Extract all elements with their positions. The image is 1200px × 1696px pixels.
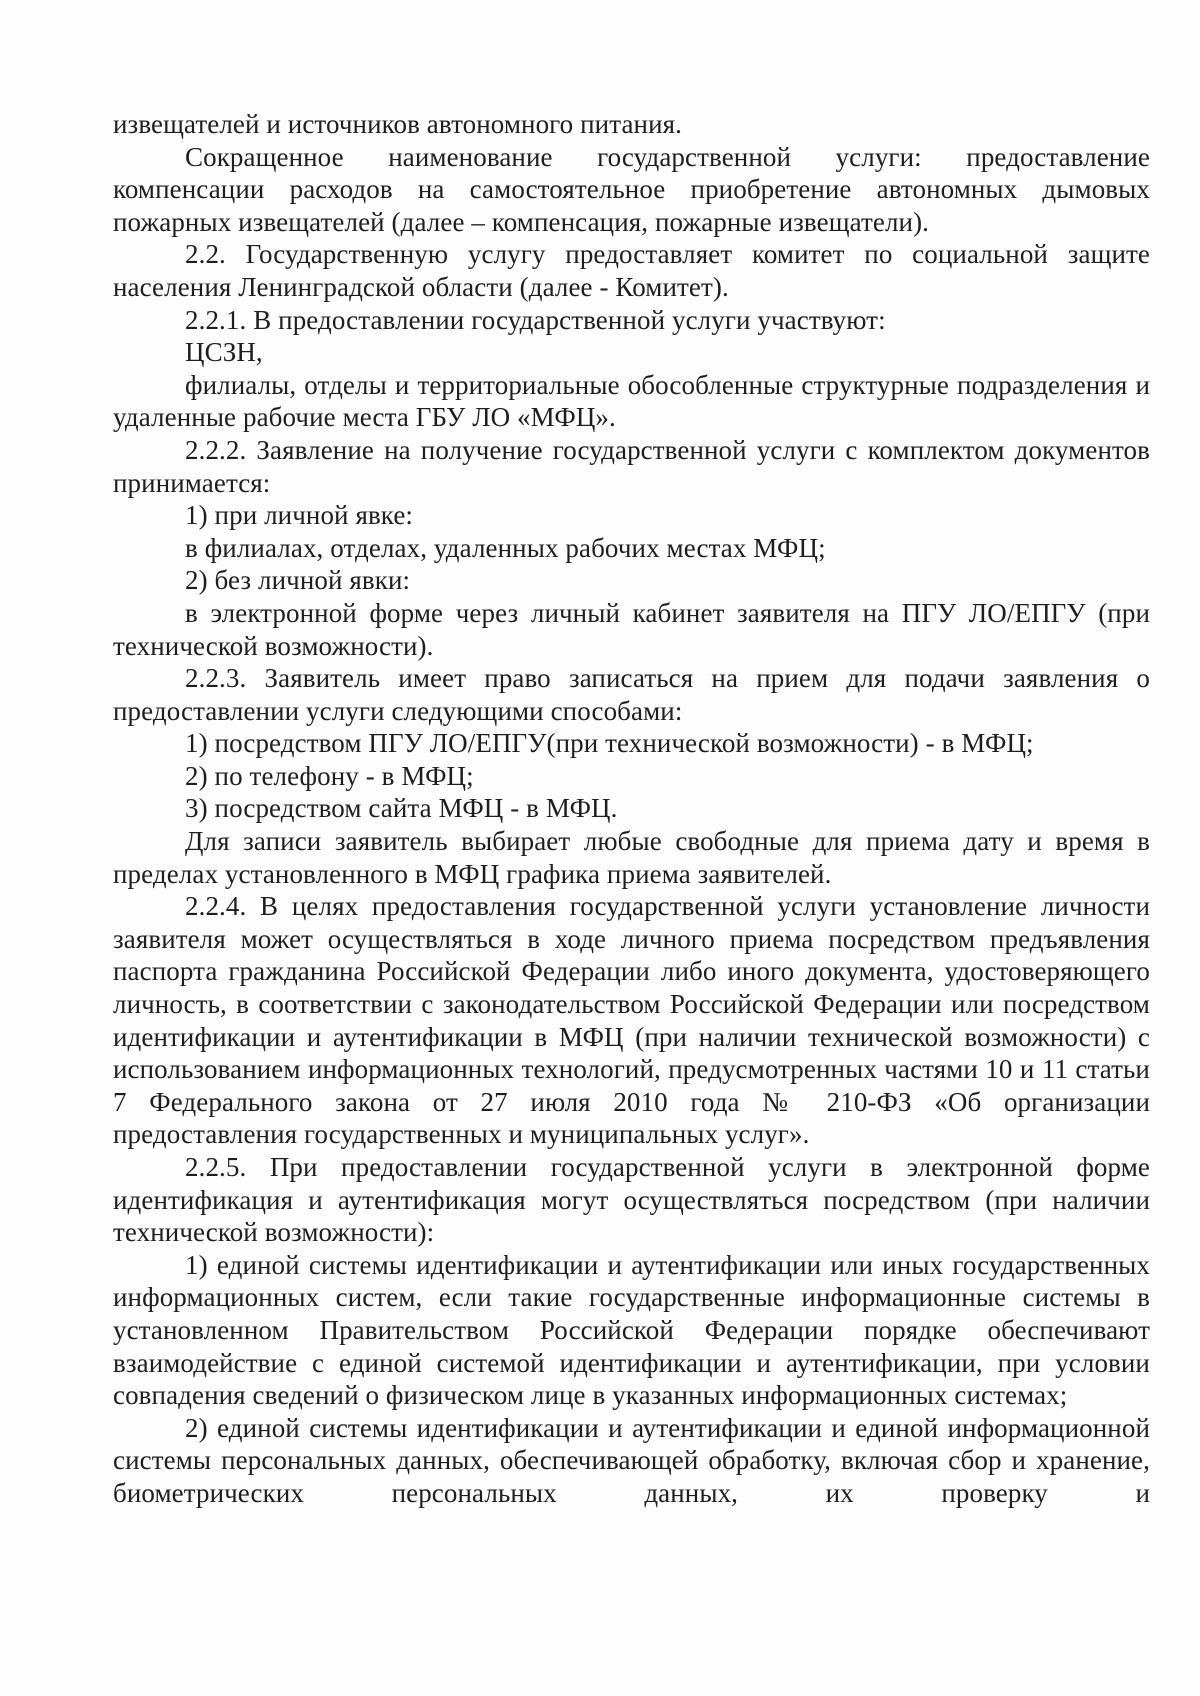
list-item-esia: 1) единой системы идентификации и аутентификации или иных государственных информационных систем, если такие государственные информационные системы в установленном Правительством Российской Федерации порядке обеспечивают взаимодействие с единой системой идентификации и аутентификации, при условии совпадения сведений о физическом лице в указанных информационных системах;: [113, 1249, 1150, 1411]
list-item-mfc-offices: в филиалах, отделах, удаленных рабочих местах МФЦ;: [185, 532, 826, 563]
paragraph-continuation: извещателей и источников автономного питания.: [113, 109, 683, 139]
list-item-ebs: 2) единой системы идентификации и аутентификации и единой информационной системы персональных данных, обеспечивающей обработку, включая сбор и хранение, биометрических персональных данных, их проверку и: [113, 1412, 1150, 1508]
list-item-phone: 2) по телефону - в МФЦ;: [185, 760, 474, 791]
paragraph-2-2: 2.2. Государственную услугу предоставляет комитет по социальной защите населения Ленинградской области (далее - Комитет).: [113, 239, 1150, 302]
paragraph-2-2-5: 2.2.5. При предоставлении государственной услуги в электронной форме идентификация и аутентификация могут осуществляться посредством (при наличии технической возможности):: [113, 1152, 1150, 1248]
paragraph-branches: филиалы, отделы и территориальные обособленные структурные подразделения и удаленные рабочие места ГБУ ЛО «МФЦ».: [113, 369, 1150, 433]
list-item-electronic-form: в электронной форме через личный кабинет заявителя на ПГУ ЛО/ЕПГУ (при технической возможности).: [113, 597, 1150, 661]
list-item-without-visit: 2) без личной явки:: [185, 565, 411, 596]
document-body: [113, 108, 1150, 1510]
list-item-website: 3) посредством сайта МФЦ - в МФЦ.: [185, 793, 618, 824]
list-item-personal-visit: 1) при личной явке:: [185, 500, 414, 531]
paragraph-appointment: Для записи заявитель выбирает любые свободные для приема дату и время в пределах установленного в МФЦ графика приема заявителей.: [113, 826, 1150, 889]
paragraph-2-2-2: 2.2.2. Заявление на получение государственной услуги с комплектом документов принимается:: [113, 434, 1150, 498]
paragraph-cszn: ЦСЗН,: [185, 337, 263, 368]
paragraph-2-2-1: 2.2.1. В предоставлении государственной услуги участвуют:: [185, 304, 886, 335]
paragraph-2-2-4: 2.2.4. В целях предоставления государственной услуги установление личности заявителя может осуществляться в ходе личного приема посредством предъявления паспорта гражданина Российской Федерации либо иного документа, удостоверяющего личность, в соответствии с законодательством Российской Федерации или посредством идентификации и аутентификации в МФЦ (при наличии технической возможности) с использованием информационных технологий, предусмотренных частями 10 и 11 статьи 7 Федерального закона от 27 июля 2010 года № 210-ФЗ «Об организации предоставления государственных и муниципальных услуг».: [113, 891, 1150, 1150]
paragraph-short-name: Сокращенное наименование государственной услуги: предоставление компенсации расходов на самостоятельное приобретение автономных дымовых пожарных извещателей (далее – компенсация, пожарные извещатели).: [113, 141, 1150, 237]
paragraph-2-2-3: 2.2.3. Заявитель имеет право записаться на прием для подачи заявления о предоставлении услуги следующими способами:: [113, 663, 1150, 726]
list-item-pgu: 1) посредством ПГУ ЛО/ЕПГУ(при технической возможности) - в МФЦ;: [185, 728, 1034, 759]
